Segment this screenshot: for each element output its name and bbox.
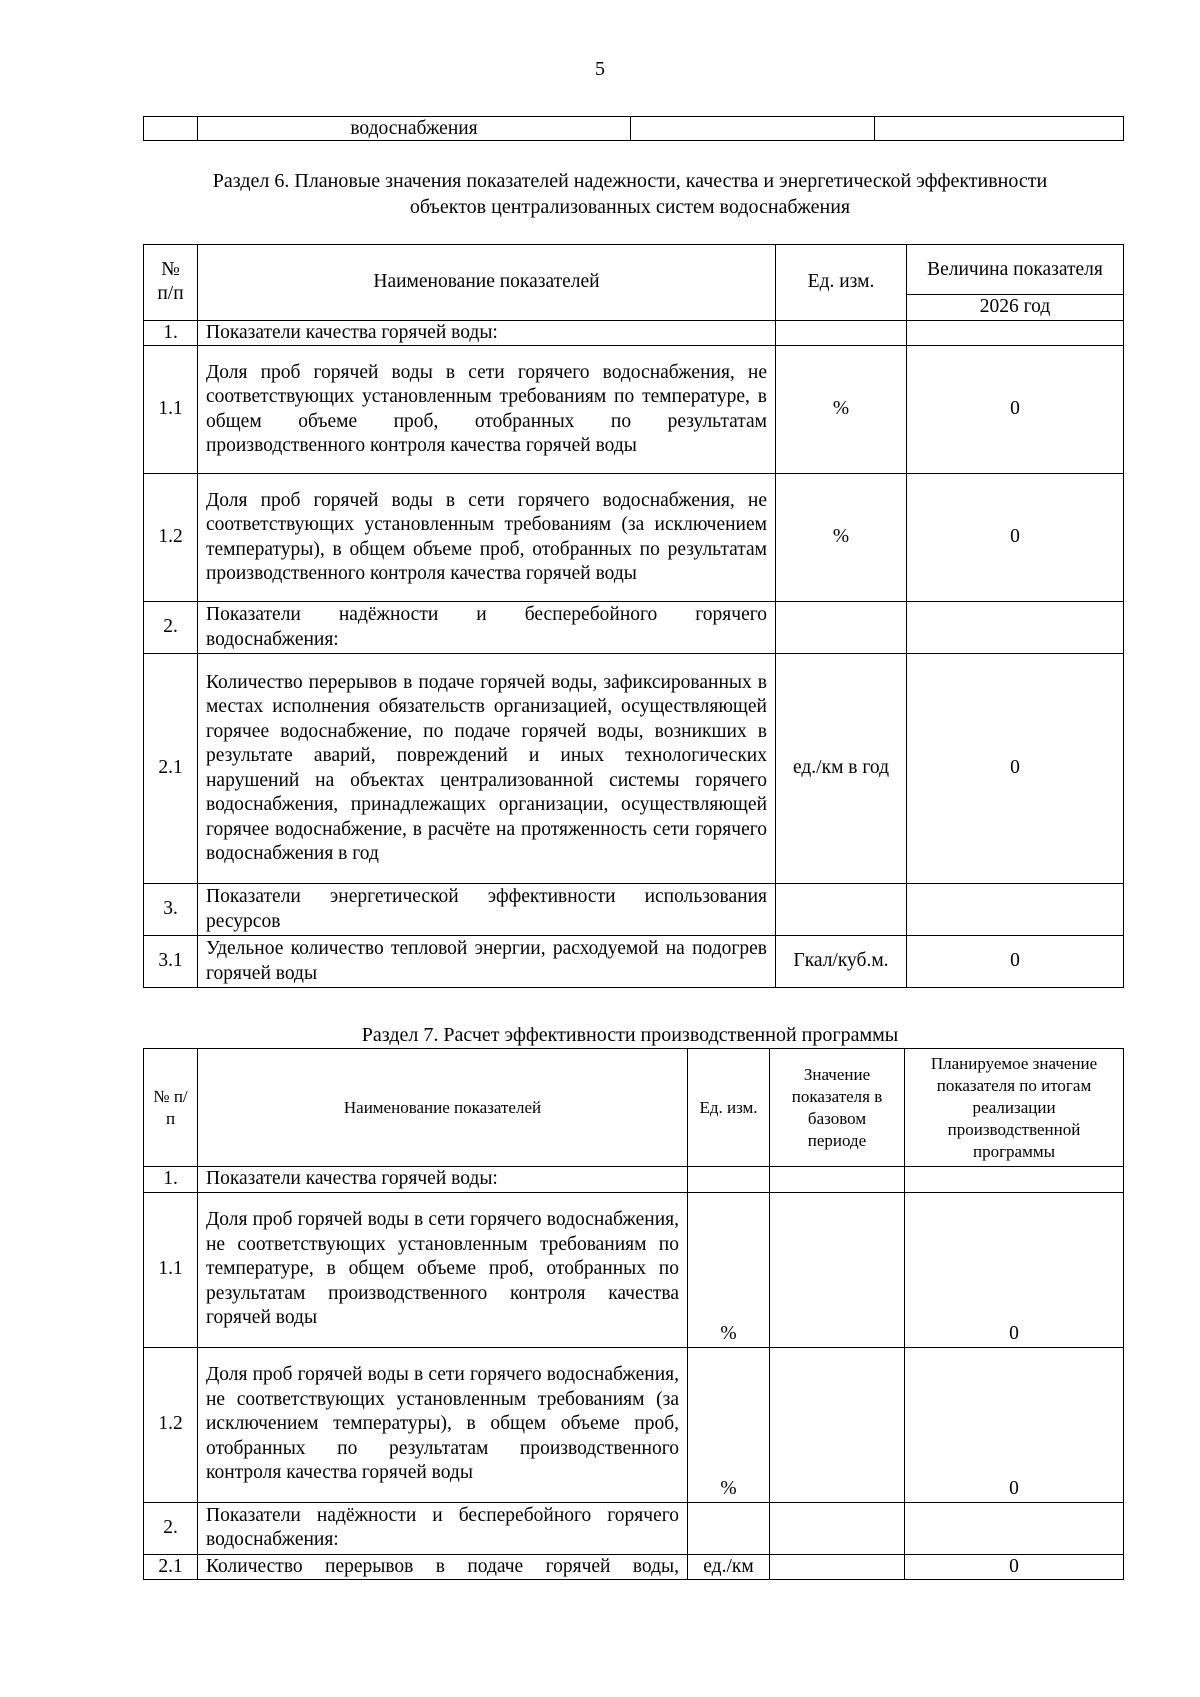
row-name: Доля проб горячей воды в сети горячего водоснабжения, не соответствующих установленным требованиям (за исключением температуры), в общем объеме проб, отобранных по результатам производственного контроля качества горячей воды bbox=[198, 474, 776, 602]
row-plan bbox=[905, 1502, 1124, 1554]
row-value: 0 bbox=[907, 474, 1124, 602]
row-unit: % bbox=[776, 474, 907, 602]
row-base bbox=[770, 1167, 905, 1193]
row-unit: % bbox=[688, 1347, 770, 1502]
header-name: Наименование показателей bbox=[198, 1049, 688, 1167]
row-plan bbox=[905, 1167, 1124, 1193]
section-6-table bbox=[143, 244, 1124, 988]
table-row bbox=[144, 1554, 1124, 1580]
row-name: Удельное количество тепловой энергии, расходуемой на подогрев горячей воды bbox=[198, 936, 776, 988]
row-value bbox=[907, 320, 1124, 346]
row-num: 2. bbox=[144, 1502, 198, 1554]
row-name: Показатели качества горячей воды: bbox=[198, 320, 776, 346]
header-row bbox=[144, 1049, 1124, 1167]
table-row bbox=[144, 346, 1124, 474]
row-name: Показатели надёжности и бесперебойного горячего водоснабжения: bbox=[198, 602, 776, 654]
row-unit: % bbox=[776, 346, 907, 474]
row-name: Доля проб горячей воды в сети горячего водоснабжения, не соответствующих установленным требованиям по температуре, в общем объеме проб, отобранных по результатам производственного контроля качества горячей воды bbox=[198, 346, 776, 474]
row-num: 2. bbox=[144, 602, 198, 654]
row-unit: ед./км в год bbox=[776, 654, 907, 884]
header-base: Значение показателя в базовом периоде bbox=[770, 1049, 905, 1167]
row-value: 0 bbox=[907, 936, 1124, 988]
row-value bbox=[907, 602, 1124, 654]
section-7-table bbox=[143, 1048, 1124, 1580]
table-row bbox=[144, 117, 1124, 141]
row-unit bbox=[776, 320, 907, 346]
row-unit bbox=[776, 602, 907, 654]
page-number: 5 bbox=[595, 58, 605, 80]
row-num: 2.1 bbox=[144, 1554, 198, 1580]
section-7-title: Раздел 7. Расчет эффективности производственной программы bbox=[361, 1024, 899, 1046]
row-plan: 0 bbox=[905, 1192, 1124, 1347]
name-cell: водоснабжения bbox=[198, 117, 631, 141]
table-row bbox=[144, 1347, 1124, 1502]
row-base bbox=[770, 1192, 905, 1347]
empty-cell bbox=[631, 117, 875, 141]
header-num: № п/п bbox=[144, 245, 198, 321]
header-row bbox=[144, 245, 1124, 295]
section-6-title-line2: объектов централизованных систем водоснабжения bbox=[409, 196, 851, 218]
row-name: Количество перерывов в подаче горячей воды, bbox=[198, 1554, 688, 1580]
row-num: 1.1 bbox=[144, 346, 198, 474]
row-name: Доля проб горячей воды в сети горячего водоснабжения, не соответствующих установленным требованиям (за исключением температуры), в общем объеме проб, отобранных по результатам производственного контроля качества горячей воды bbox=[198, 1347, 688, 1502]
row-value: 0 bbox=[907, 654, 1124, 884]
header-name: Наименование показателей bbox=[198, 245, 776, 321]
table-row bbox=[144, 884, 1124, 936]
header-year: 2026 год bbox=[907, 295, 1124, 321]
row-unit bbox=[776, 884, 907, 936]
row-name: Показатели энергетической эффективности использования ресурсов bbox=[198, 884, 776, 936]
table-row bbox=[144, 474, 1124, 602]
row-value bbox=[907, 884, 1124, 936]
row-name: Показатели надёжности и бесперебойного горячего водоснабжения: bbox=[198, 1502, 688, 1554]
row-plan: 0 bbox=[905, 1347, 1124, 1502]
row-num: 1.2 bbox=[144, 1347, 198, 1502]
row-unit: ед./км bbox=[688, 1554, 770, 1580]
table-row bbox=[144, 654, 1124, 884]
row-name: Доля проб горячей воды в сети горячего водоснабжения, не соответствующих установленным требованиям по температуре, в общем объеме проб, отобранных по результатам производственного контроля качества горячей воды bbox=[198, 1192, 688, 1347]
section-6-title bbox=[140, 168, 1120, 220]
row-name: Показатели качества горячей воды: bbox=[198, 1167, 688, 1193]
row-name: Количество перерывов в подаче горячей воды, зафиксированных в местах исполнения обязательств организацией, осуществляющей горячее водоснабжение, по подаче горячей воды, возникших в результате аварий, повреждений и иных технологических нарушений на объектах централизованной системы горячего водоснабжения, принадлежащих организации, осуществляющей горячее водоснабжение, в расчёте на протяженность сети горячего водоснабжения в год bbox=[198, 654, 776, 884]
row-unit bbox=[688, 1167, 770, 1193]
table-row bbox=[144, 320, 1124, 346]
row-unit: % bbox=[688, 1192, 770, 1347]
table-row bbox=[144, 1167, 1124, 1193]
header-value: Величина показателя bbox=[907, 245, 1124, 295]
row-base bbox=[770, 1554, 905, 1580]
row-num: 3. bbox=[144, 884, 198, 936]
row-plan: 0 bbox=[905, 1554, 1124, 1580]
row-base bbox=[770, 1502, 905, 1554]
row-unit: Гкал/куб.м. bbox=[776, 936, 907, 988]
row-num: 1. bbox=[144, 1167, 198, 1193]
header-num: № п/п bbox=[144, 1049, 198, 1167]
header-unit: Ед. изм. bbox=[776, 245, 907, 321]
table-row bbox=[144, 936, 1124, 988]
continuation-table bbox=[143, 116, 1124, 141]
row-num: 1. bbox=[144, 320, 198, 346]
row-num: 3.1 bbox=[144, 936, 198, 988]
header-plan: Планируемое значение показателя по итогам реализации производственной программы bbox=[905, 1049, 1124, 1167]
num-cell bbox=[144, 117, 198, 141]
section-6-title-line1: Раздел 6. Плановые значения показателей надежности, качества и энергетической эффективности bbox=[212, 170, 1048, 192]
row-unit bbox=[688, 1502, 770, 1554]
row-num: 2.1 bbox=[144, 654, 198, 884]
table-row bbox=[144, 1502, 1124, 1554]
table-row bbox=[144, 602, 1124, 654]
table-row bbox=[144, 1192, 1124, 1347]
header-unit: Ед. изм. bbox=[688, 1049, 770, 1167]
empty-cell bbox=[875, 117, 1124, 141]
row-num: 1.1 bbox=[144, 1192, 198, 1347]
row-value: 0 bbox=[907, 346, 1124, 474]
row-base bbox=[770, 1347, 905, 1502]
row-num: 1.2 bbox=[144, 474, 198, 602]
